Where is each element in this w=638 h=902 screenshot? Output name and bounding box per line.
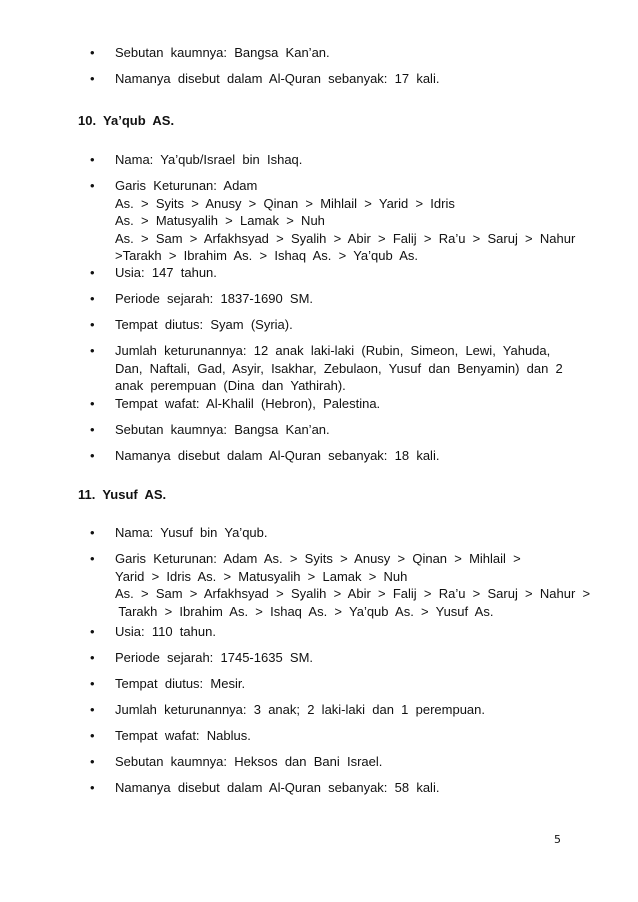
list-item-text	[115, 623, 570, 641]
bullet-marker: •	[90, 754, 95, 769]
text-line: Namanya disebut dalam Al-Quran sebanyak: 17 kali.	[115, 71, 440, 86]
list-item-text	[115, 395, 570, 413]
bullet-marker: •	[90, 448, 95, 463]
text-line: Sebutan kaumnya: Heksos dan Bani Israel.	[115, 754, 383, 769]
bullet-marker: •	[90, 702, 95, 717]
list-item-text	[115, 290, 570, 308]
list-item-text	[115, 421, 570, 439]
text-line: Namanya disebut dalam Al-Quran sebanyak: 18 kali.	[115, 448, 440, 463]
text-line: Namanya disebut dalam Al-Quran sebanyak: 58 kali.	[115, 780, 440, 795]
bullet-marker: •	[90, 396, 95, 411]
text-line: Usia: 110 tahun.	[115, 624, 216, 639]
text-line: Dan, Naftali, Gad, Asyir, Isakhar, Zebulaon, Yusuf dan Benyamin) dan 2	[115, 360, 563, 376]
list-item-text	[115, 151, 570, 169]
list-item-text	[115, 649, 570, 667]
text-line: Periode sejarah: 1745-1635 SM.	[115, 650, 314, 665]
text-line: Tempat wafat: Nablus.	[115, 728, 251, 743]
text-line: Tarakh > Ibrahim As. > Ishaq As. > Ya’qub As. > Yusuf As.	[115, 603, 494, 619]
list-item-text	[115, 727, 570, 745]
bullet-marker: •	[90, 650, 95, 665]
page-number: 5	[554, 833, 561, 846]
bullet-marker: •	[90, 728, 95, 743]
list-item-text	[115, 753, 570, 771]
bullet-marker: •	[90, 676, 95, 691]
text-line: As. > Matusyalih > Lamak > Nuh	[115, 213, 325, 228]
text-line: Nama: Yusuf bin Ya’qub.	[115, 525, 268, 540]
text-line: Periode sejarah: 1837-1690 SM.	[115, 291, 314, 306]
text-line: Sebutan kaumnya: Bangsa Kan’an.	[115, 422, 330, 437]
text-line: Tempat wafat: Al-Khalil (Hebron), Palestina.	[115, 396, 381, 411]
text-line: As. > Syits > Anusy > Qinan > Mihlail > Yarid > Idris	[115, 195, 455, 211]
list-item-text	[115, 675, 570, 693]
text-line: anak perempuan (Dina dan Yathirah).	[115, 378, 346, 393]
list-item-text	[115, 779, 570, 797]
list-item-text	[115, 70, 570, 88]
list-item-text	[115, 316, 570, 334]
list-item-text	[115, 342, 570, 395]
text-line: >Tarakh > Ibrahim As. > Ishaq As. > Ya’qub As.	[115, 248, 419, 263]
text-line: Nama: Ya’qub/Israel bin Ishaq.	[115, 152, 303, 167]
text-line: Garis Keturunan: Adam	[115, 178, 258, 193]
list-item-text	[115, 524, 570, 542]
text-line: Jumlah keturunannya: 3 anak; 2 laki-laki dan 1 perempuan.	[115, 702, 485, 717]
section-heading-yaqub: 10. Ya’qub AS.	[78, 113, 175, 128]
text-line: Sebutan kaumnya: Bangsa Kan’an.	[115, 45, 330, 60]
text-line: Tempat diutus: Syam (Syria).	[115, 317, 293, 332]
list-item-text	[115, 264, 570, 282]
text-line: Garis Keturunan: Adam As. > Syits > Anusy > Qinan > Mihlail >	[115, 551, 521, 566]
bullet-marker: •	[90, 291, 95, 306]
list-item-text	[115, 701, 570, 719]
bullet-marker: •	[90, 422, 95, 437]
text-line: As. > Sam > Arfakhsyad > Syalih > Abir > Falij > Ra’u > Saruj > Nahur	[115, 230, 576, 246]
bullet-marker: •	[90, 152, 95, 167]
bullet-marker: •	[90, 551, 95, 566]
bullet-marker: •	[90, 780, 95, 795]
text-line: Jumlah keturunannya: 12 anak laki-laki (Rubin, Simeon, Lewi, Yahuda,	[115, 343, 551, 358]
bullet-marker: •	[90, 343, 95, 358]
section-heading-yusuf: 11. Yusuf AS.	[78, 487, 167, 502]
bullet-marker: •	[90, 624, 95, 639]
bullet-marker: •	[90, 178, 95, 193]
bullet-marker: •	[90, 71, 95, 86]
list-item-text	[115, 177, 576, 265]
text-line: Yarid > Idris As. > Matusyalih > Lamak > Nuh	[115, 568, 408, 584]
list-item-text	[115, 550, 591, 620]
bullet-marker: •	[90, 265, 95, 280]
text-line: As. > Sam > Arfakhsyad > Syalih > Abir > Falij > Ra’u > Saruj > Nahur >	[115, 586, 591, 601]
text-line: Tempat diutus: Mesir.	[115, 676, 246, 691]
bullet-marker: •	[90, 45, 95, 60]
list-item-text	[115, 447, 570, 465]
list-item-text	[115, 44, 570, 62]
bullet-marker: •	[90, 525, 95, 540]
bullet-marker: •	[90, 317, 95, 332]
text-line: Usia: 147 tahun.	[115, 265, 217, 280]
